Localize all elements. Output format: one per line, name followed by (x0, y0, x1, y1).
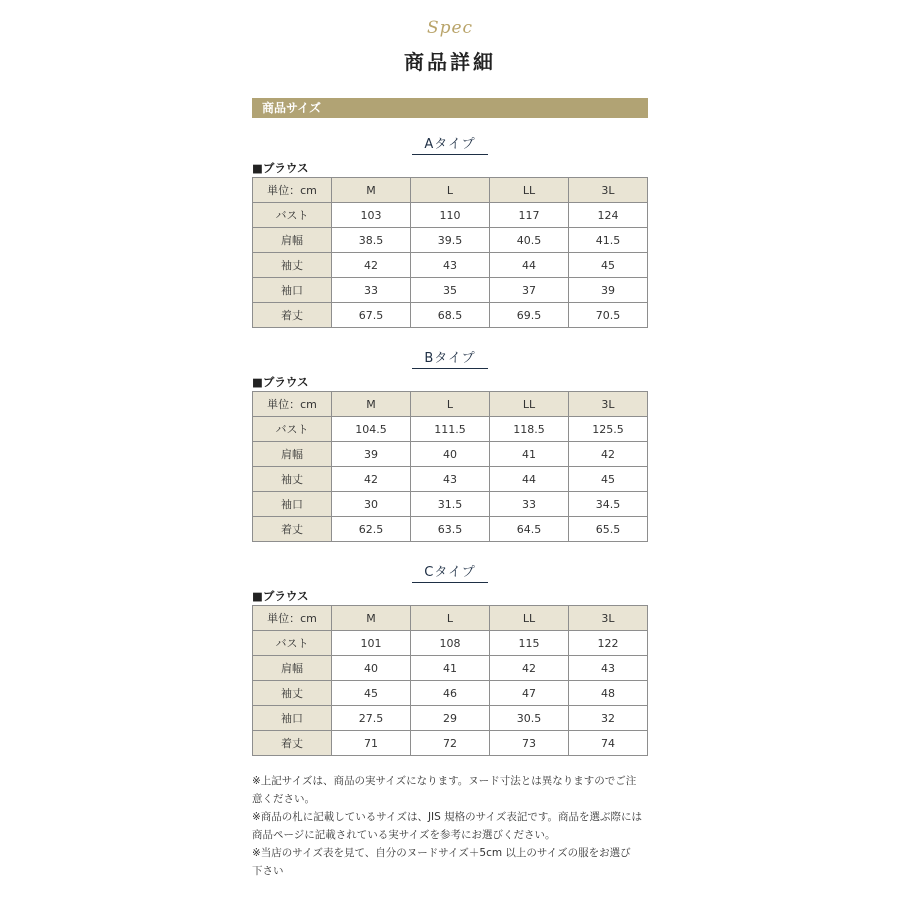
value-cell: 124 (569, 203, 648, 228)
table-row (253, 706, 648, 731)
spec-script-heading: Spec (426, 18, 474, 38)
size-header-cell: L (411, 392, 490, 417)
unit-header-cell: 単位：cm (253, 178, 332, 203)
value-cell: 37 (490, 278, 569, 303)
value-cell: 72 (411, 731, 490, 756)
table-row (253, 467, 648, 492)
value-cell: 69.5 (490, 303, 569, 328)
type-c-item-label: ■ブラウス (252, 589, 309, 603)
row-label-cell: 肩幅 (253, 656, 332, 681)
size-table-type-b (252, 391, 648, 542)
table-row (253, 442, 648, 467)
note-line: 下さい (252, 865, 284, 877)
value-cell: 42 (332, 253, 411, 278)
value-cell: 117 (490, 203, 569, 228)
value-cell: 41 (490, 442, 569, 467)
table-row (253, 303, 648, 328)
value-cell: 122 (569, 631, 648, 656)
size-table-type-a (252, 177, 648, 328)
value-cell: 43 (411, 467, 490, 492)
value-cell: 45 (569, 467, 648, 492)
table-row (253, 253, 648, 278)
value-cell: 32 (569, 706, 648, 731)
table-header-row (253, 178, 648, 203)
row-label-cell: バスト (253, 203, 332, 228)
value-cell: 39 (332, 442, 411, 467)
value-cell: 40.5 (490, 228, 569, 253)
row-label-cell: 袖口 (253, 278, 332, 303)
value-cell: 68.5 (411, 303, 490, 328)
value-cell: 44 (490, 253, 569, 278)
table-row (253, 681, 648, 706)
type-a-item-label: ■ブラウス (252, 161, 309, 175)
size-table-type-c (252, 605, 648, 756)
row-label-cell: 肩幅 (253, 442, 332, 467)
value-cell: 45 (332, 681, 411, 706)
value-cell: 64.5 (490, 517, 569, 542)
value-cell: 47 (490, 681, 569, 706)
page-title: 商品詳細 (404, 50, 496, 74)
type-a-title: Aタイプ (412, 133, 488, 155)
table-row (253, 631, 648, 656)
value-cell: 70.5 (569, 303, 648, 328)
size-header-cell: M (332, 392, 411, 417)
type-b-item-label: ■ブラウス (252, 375, 309, 389)
value-cell: 30 (332, 492, 411, 517)
size-header-cell: LL (490, 178, 569, 203)
size-header-cell: L (411, 606, 490, 631)
value-cell: 43 (411, 253, 490, 278)
size-header-cell: L (411, 178, 490, 203)
size-header-cell: 3L (569, 178, 648, 203)
table-row (253, 492, 648, 517)
value-cell: 30.5 (490, 706, 569, 731)
note-line: ※当店のサイズ表を見て、自分のヌードサイズ＋5cm 以上のサイズの服をお選び (252, 847, 631, 859)
row-label-cell: 肩幅 (253, 228, 332, 253)
value-cell: 65.5 (569, 517, 648, 542)
value-cell: 34.5 (569, 492, 648, 517)
table-header-row (253, 392, 648, 417)
value-cell: 42 (490, 656, 569, 681)
table-row (253, 203, 648, 228)
value-cell: 118.5 (490, 417, 569, 442)
section-bar-product-size: 商品サイズ (252, 98, 648, 118)
value-cell: 38.5 (332, 228, 411, 253)
unit-header-cell: 単位：cm (253, 392, 332, 417)
note-line: 商品ページに記載されている実サイズを参考にお選びください。 (252, 829, 556, 841)
table-row (253, 417, 648, 442)
row-label-cell: 着丈 (253, 517, 332, 542)
row-label-cell: バスト (253, 631, 332, 656)
type-c-title: Cタイプ (412, 561, 488, 583)
value-cell: 67.5 (332, 303, 411, 328)
table-row (253, 656, 648, 681)
row-label-cell: 袖丈 (253, 681, 332, 706)
size-header-cell: M (332, 178, 411, 203)
table-header-row (253, 606, 648, 631)
value-cell: 111.5 (411, 417, 490, 442)
value-cell: 33 (490, 492, 569, 517)
value-cell: 29 (411, 706, 490, 731)
value-cell: 108 (411, 631, 490, 656)
size-header-cell: 3L (569, 606, 648, 631)
size-notes (252, 772, 652, 880)
type-b-title: Bタイプ (412, 347, 488, 369)
table-row (253, 228, 648, 253)
value-cell: 40 (332, 656, 411, 681)
row-label-cell: 袖口 (253, 492, 332, 517)
value-cell: 63.5 (411, 517, 490, 542)
row-label-cell: 着丈 (253, 731, 332, 756)
note-line: ※上記サイズは、商品の実サイズになります。ヌード寸法とは異なりますのでご注 (252, 775, 637, 787)
value-cell: 45 (569, 253, 648, 278)
value-cell: 42 (332, 467, 411, 492)
value-cell: 115 (490, 631, 569, 656)
value-cell: 73 (490, 731, 569, 756)
value-cell: 48 (569, 681, 648, 706)
value-cell: 71 (332, 731, 411, 756)
value-cell: 39 (569, 278, 648, 303)
value-cell: 125.5 (569, 417, 648, 442)
table-row (253, 278, 648, 303)
value-cell: 62.5 (332, 517, 411, 542)
value-cell: 33 (332, 278, 411, 303)
value-cell: 110 (411, 203, 490, 228)
note-line: 意ください。 (252, 793, 315, 805)
value-cell: 39.5 (411, 228, 490, 253)
row-label-cell: 袖丈 (253, 253, 332, 278)
value-cell: 41.5 (569, 228, 648, 253)
size-header-cell: M (332, 606, 411, 631)
table-row (253, 517, 648, 542)
value-cell: 101 (332, 631, 411, 656)
unit-header-cell: 単位：cm (253, 606, 332, 631)
size-header-cell: LL (490, 606, 569, 631)
value-cell: 46 (411, 681, 490, 706)
value-cell: 27.5 (332, 706, 411, 731)
value-cell: 31.5 (411, 492, 490, 517)
value-cell: 40 (411, 442, 490, 467)
value-cell: 42 (569, 442, 648, 467)
row-label-cell: 袖丈 (253, 467, 332, 492)
value-cell: 103 (332, 203, 411, 228)
size-header-cell: 3L (569, 392, 648, 417)
table-row (253, 731, 648, 756)
value-cell: 104.5 (332, 417, 411, 442)
value-cell: 44 (490, 467, 569, 492)
row-label-cell: 着丈 (253, 303, 332, 328)
value-cell: 41 (411, 656, 490, 681)
row-label-cell: バスト (253, 417, 332, 442)
value-cell: 35 (411, 278, 490, 303)
value-cell: 74 (569, 731, 648, 756)
note-line: ※商品の札に記載しているサイズは、JIS 規格のサイズ表記です。商品を選ぶ際には (252, 811, 642, 823)
row-label-cell: 袖口 (253, 706, 332, 731)
value-cell: 43 (569, 656, 648, 681)
size-header-cell: LL (490, 392, 569, 417)
